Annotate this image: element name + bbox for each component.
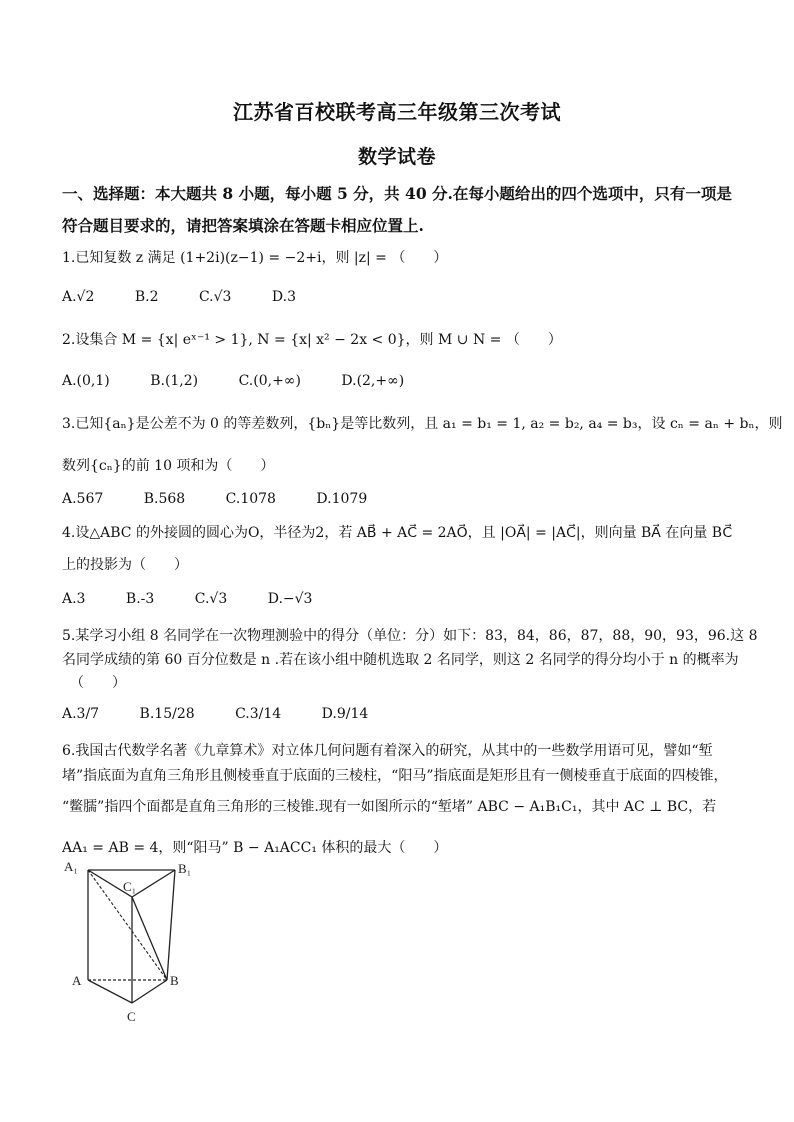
question-5-stem-line3: （ ） xyxy=(70,675,126,691)
option-a[interactable]: A.(0,1) xyxy=(62,373,110,389)
label-b: B xyxy=(170,973,179,988)
option-d[interactable]: D.−√3 xyxy=(267,591,313,607)
question-1-options xyxy=(62,289,332,305)
option-c[interactable]: C.√3 xyxy=(194,591,228,607)
label-b1: B₁ xyxy=(178,861,192,876)
section-heading-line1: 一、选择题：本大题共 8 小题，每小题 5 分，共 40 分.在每小题给出的四个选项中，只有一项是 xyxy=(62,184,732,203)
question-3-stem-line2: 数列{cₙ}的前 10 项和为（ ） xyxy=(62,458,275,474)
question-4-stem-line2: 上的投影为（ ） xyxy=(62,557,188,573)
question-6-stem-line1: 6.我国古代数学名著《九章算术》对立体几何问题有着深入的研究，从其中的一些数学用语可见，譬如“堑 xyxy=(62,743,713,759)
question-3-options xyxy=(62,491,403,507)
question-4-stem-line1: 4.设△ABC 的外接圆的圆心为O，半径为2，若 AB⃗ + AC⃗ = 2AO⃗，且 |OA⃗| = |AC⃗|，则向量 BA⃗ 在向量 BC⃗ xyxy=(62,525,733,541)
option-d[interactable]: D.9/14 xyxy=(321,706,369,722)
question-3-stem-line1: 3.已知{aₙ}是公差不为 0 的等差数列，{bₙ}是等比数列，且 a₁ = b₁ = 1, a₂ = b₂, a₄ = b₃，设 cₙ = aₙ + bₙ，则 xyxy=(62,416,783,432)
option-d[interactable]: D.3 xyxy=(271,289,296,305)
question-2-options xyxy=(62,373,440,389)
section-heading-line2: 符合题目要求的，请把答案填涂在答题卡相应位置上. xyxy=(62,216,424,235)
question-6-stem-line2: 堵”指底面为直角三角形且侧棱垂直于底面的三棱柱，“阳马”指底面是矩形且有一侧棱垂直于底面的四棱锥， xyxy=(62,768,728,784)
option-b[interactable]: B.568 xyxy=(143,491,186,507)
option-c[interactable]: C.(0,+∞) xyxy=(238,373,301,389)
label-a1: A₁ xyxy=(64,859,78,874)
question-5-options xyxy=(62,706,404,722)
page-title: 江苏省百校联考高三年级第三次考试 xyxy=(233,100,561,124)
option-c[interactable]: C.3/14 xyxy=(235,706,282,722)
question-6-stem-line4: AA₁ = AB = 4，则“阳马” B − A₁ACC₁ 体积的最大（ ） xyxy=(62,840,448,856)
option-b[interactable]: B.15/28 xyxy=(139,706,195,722)
option-a[interactable]: A.567 xyxy=(62,491,104,507)
question-5-stem-line1: 5.某学习小组 8 名同学在一次物理测验中的得分（单位：分）如下：83，84，86，87，88，90，93，96.这 8 xyxy=(62,628,758,644)
question-2-stem: 2.设集合 M = {x| eˣ⁻¹ > 1}, N = {x| x² − 2x < 0}，则 M ∪ N = （ ） xyxy=(62,332,562,348)
option-b[interactable]: B.(1,2) xyxy=(150,373,199,389)
option-d[interactable]: D.1079 xyxy=(316,491,368,507)
option-a[interactable]: A.3/7 xyxy=(62,706,100,722)
option-b[interactable]: B.-3 xyxy=(125,591,155,607)
question-1-stem: 1.已知复数 z 满足 (1+2i)(z−1) = −2+i，则 |z| = （ ） xyxy=(62,250,448,266)
label-c: C xyxy=(127,1009,136,1024)
question-5-stem-line2: 名同学成绩的第 60 百分位数是 n .若在该小组中随机选取 2 名同学，则这 2 名同学的得分均小于 n 的概率为 xyxy=(62,652,739,668)
prism-figure xyxy=(60,855,200,1030)
page-subtitle: 数学试卷 xyxy=(357,146,436,168)
question-4-options xyxy=(62,591,348,607)
option-a[interactable]: A.3 xyxy=(62,591,86,607)
question-6-stem-line3: “鳖臑”指四个面都是直角三角形的三棱锥.现有一如图所示的“堑堵” ABC − A₁B₁C₁，其中 AC ⊥ BC，若 xyxy=(62,799,717,815)
option-b[interactable]: B.2 xyxy=(134,289,159,305)
option-c[interactable]: C.√3 xyxy=(198,289,232,305)
option-c[interactable]: C.1078 xyxy=(225,491,276,507)
label-c1: C₁ xyxy=(123,879,137,894)
option-a[interactable]: A.√2 xyxy=(62,289,95,305)
label-a: A xyxy=(72,973,82,988)
option-d[interactable]: D.(2,+∞) xyxy=(341,373,405,389)
